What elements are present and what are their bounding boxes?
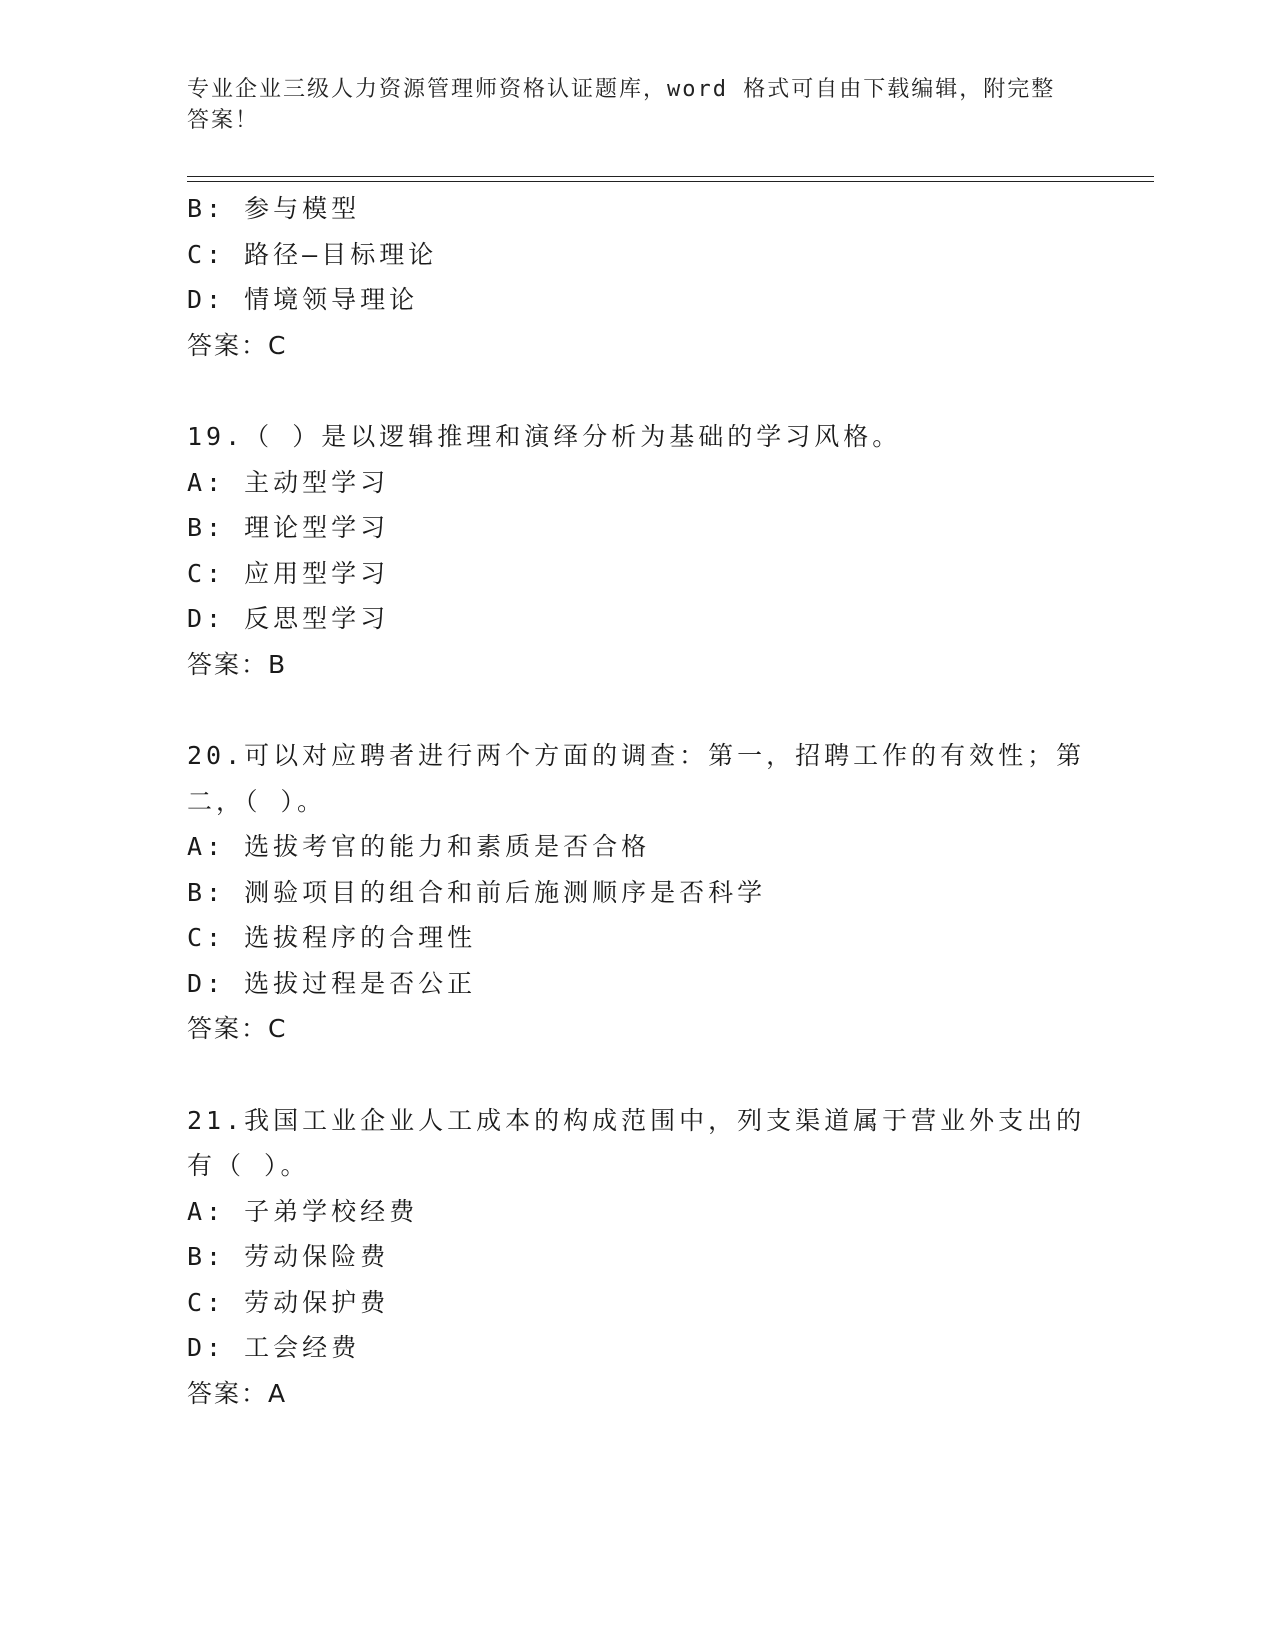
question-19 — [187, 414, 1087, 687]
spacer — [187, 687, 1087, 733]
page-header: 专业企业三级人力资源管理师资格认证题库，word 格式可自由下载编辑，附完整答案！ — [187, 77, 1056, 133]
question-list — [187, 186, 1087, 1416]
option-d: D: 选拔过程是否公正 — [187, 968, 477, 998]
option-d: D: 工会经费 — [187, 1333, 361, 1362]
option-c: C: 劳动保护费 — [187, 1287, 390, 1317]
option-c: C: 应用型学习 — [187, 558, 390, 588]
answer-line: 答案：C — [187, 330, 288, 360]
header-divider-top — [187, 176, 1154, 177]
option-d: D: 反思型学习 — [187, 604, 390, 633]
answer-line: 答案：A — [187, 1378, 288, 1408]
question-stem-line-1: 21.我国工业企业人工成本的构成范围中，列支渠道属于营业外支出的 — [187, 1105, 1086, 1135]
option-a: A: 主动型学习 — [187, 467, 390, 497]
spacer — [187, 368, 1087, 414]
option-a: A: 子弟学校经费 — [187, 1196, 419, 1226]
option-b: B: 参与模型 — [187, 194, 361, 223]
answer-line: 答案：C — [187, 1014, 288, 1043]
option-a: A: 选拔考官的能力和素质是否合格 — [187, 832, 651, 861]
question-21 — [187, 1098, 1087, 1417]
question-stem: 19.（ ）是以逻辑推理和演绎分析为基础的学习风格。 — [187, 422, 902, 451]
question-stem-line-1: 20.可以对应聘者进行两个方面的调查：第一，招聘工作的有效性；第 — [187, 741, 1086, 770]
option-d: D: 情境领导理论 — [187, 285, 419, 314]
answer-line: 答案：B — [187, 649, 288, 679]
question-20 — [187, 733, 1087, 1052]
option-c: C: 选拔程序的合理性 — [187, 923, 477, 952]
option-c: C: 路径—目标理论 — [187, 239, 438, 269]
option-b: B: 理论型学习 — [187, 513, 390, 542]
question-stem-line-2: 二，（ ）。 — [187, 786, 327, 816]
spacer — [187, 1052, 1087, 1098]
question-stem-line-2: 有（ ）。 — [187, 1151, 310, 1180]
header-divider-bottom — [187, 181, 1154, 182]
option-b: B: 测验项目的组合和前后施测顺序是否科学 — [187, 877, 767, 907]
question-18-tail — [187, 186, 1087, 368]
option-b: B: 劳动保险费 — [187, 1242, 390, 1271]
